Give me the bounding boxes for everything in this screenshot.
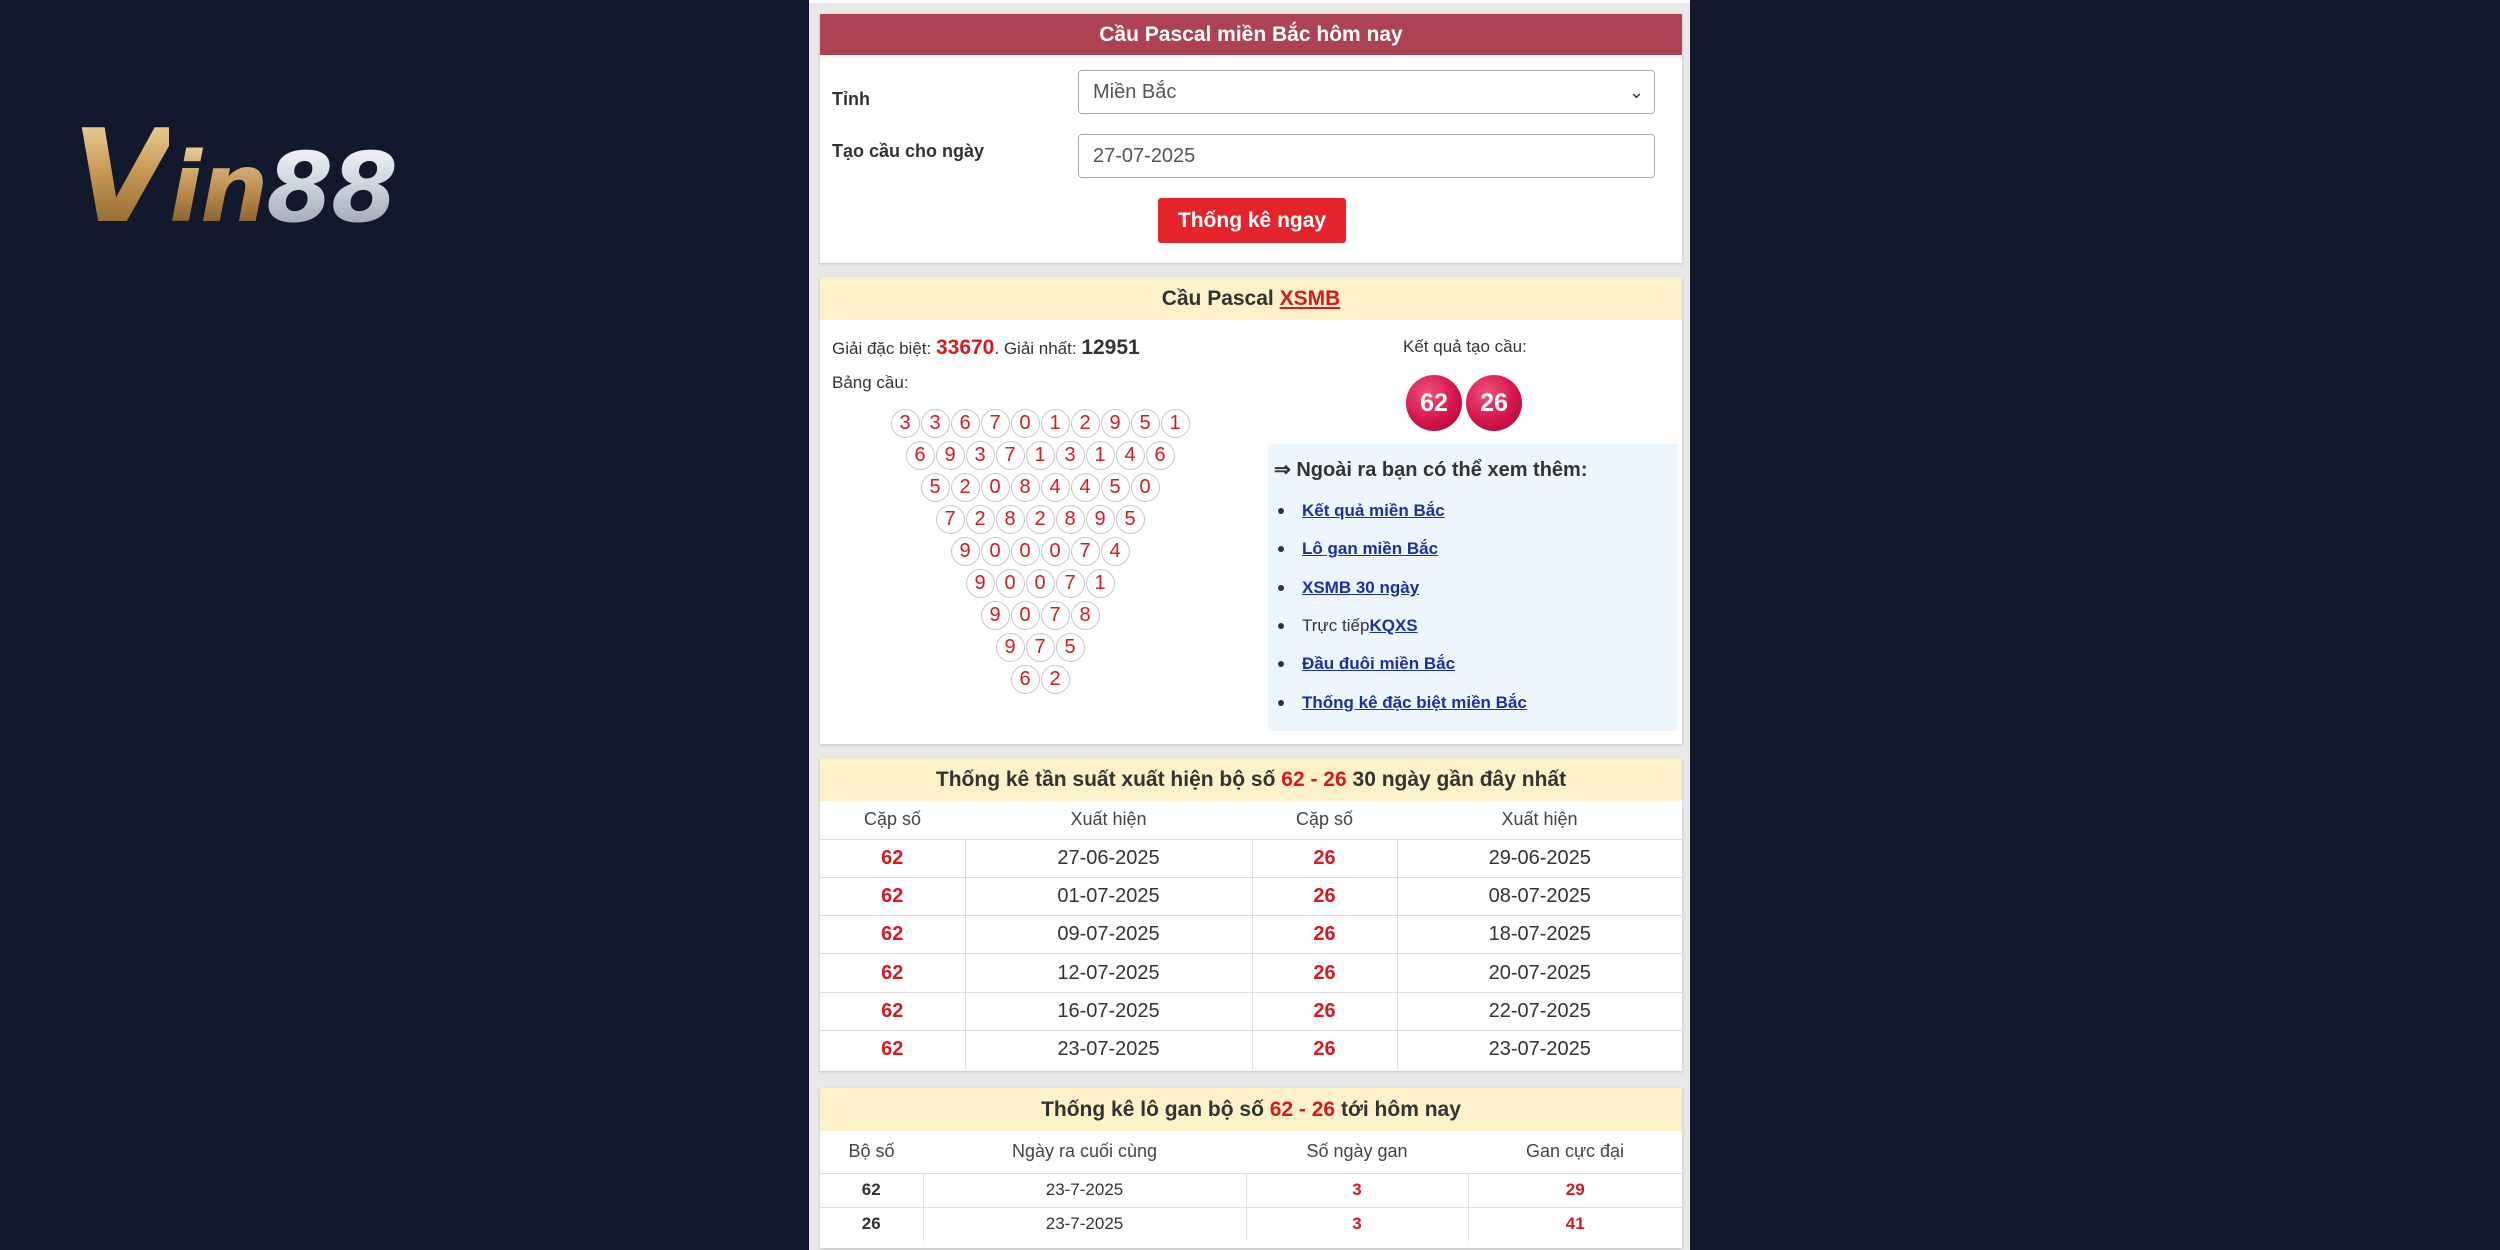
last-date-cell: 23-7-2025 bbox=[923, 1173, 1246, 1207]
pascal-cell: 0 bbox=[996, 569, 1025, 598]
list-item bbox=[1274, 645, 1527, 683]
column-header: Gan cực đại bbox=[1468, 1131, 1682, 1173]
result-balls bbox=[1406, 375, 1522, 431]
date-cell: 08-07-2025 bbox=[1397, 877, 1682, 915]
pascal-cell: 9 bbox=[951, 537, 980, 566]
column-header: Xuất hiện bbox=[1397, 801, 1682, 839]
pair-highlight: 62 - 26 bbox=[1281, 768, 1347, 791]
pair-cell: 26 bbox=[1252, 1030, 1397, 1068]
date-cell: 16-07-2025 bbox=[965, 992, 1252, 1030]
province-select[interactable] bbox=[1078, 70, 1655, 114]
pair-cell: 62 bbox=[820, 992, 965, 1030]
column-header: Ngày ra cuối cùng bbox=[923, 1131, 1246, 1173]
pascal-cell: 1 bbox=[1086, 569, 1115, 598]
pascal-form-card bbox=[820, 14, 1682, 263]
pair-highlight: 62 - 26 bbox=[1269, 1098, 1336, 1121]
special-value: 33670 bbox=[935, 336, 995, 359]
pascal-cell: 7 bbox=[1071, 537, 1100, 566]
pascal-cell: 8 bbox=[996, 505, 1025, 534]
pascal-cell: 3 bbox=[1056, 441, 1085, 470]
link-ket-qua-mien-bac[interactable]: Kết quả miền Bắc bbox=[1302, 501, 1445, 521]
pascal-header-text: Cầu Pascal bbox=[1161, 287, 1274, 310]
province-label: Tỉnh bbox=[832, 89, 870, 109]
pair-cell: 62 bbox=[820, 916, 965, 954]
pascal-row bbox=[820, 409, 1260, 441]
pair-cell: 26 bbox=[1252, 992, 1397, 1030]
link-lo-gan-mien-bac[interactable]: Lô gan miền Bắc bbox=[1302, 539, 1439, 559]
pascal-cell: 5 bbox=[1131, 409, 1160, 438]
pascal-row bbox=[820, 473, 1260, 505]
date-cell: 20-07-2025 bbox=[1397, 954, 1682, 992]
pascal-cell: 6 bbox=[1146, 441, 1175, 470]
lo-gan-table bbox=[820, 1131, 1682, 1241]
chevron-down-icon: ⌄ bbox=[1628, 82, 1644, 102]
max-gan-cell: 29 bbox=[1468, 1173, 1682, 1207]
date-cell: 22-07-2025 bbox=[1397, 992, 1682, 1030]
pascal-cell: 1 bbox=[1161, 409, 1190, 438]
table-row bbox=[820, 1207, 1682, 1241]
column-header: Bộ số bbox=[820, 1131, 923, 1173]
link-dau-duoi-mien-bac[interactable]: Đầu đuôi miền Bắc bbox=[1302, 654, 1456, 674]
table-row bbox=[820, 954, 1682, 992]
pascal-cell: 9 bbox=[966, 569, 995, 598]
pascal-cell: 1 bbox=[1026, 441, 1055, 470]
pascal-cell: 7 bbox=[936, 505, 965, 534]
prize-info bbox=[832, 336, 1140, 360]
pascal-cell: 3 bbox=[921, 409, 950, 438]
pascal-cell: 8 bbox=[1056, 505, 1085, 534]
date-cell: 12-07-2025 bbox=[965, 954, 1252, 992]
pascal-cell: 5 bbox=[1056, 633, 1085, 662]
live-prefix: Trực tiếp bbox=[1302, 616, 1370, 636]
top-border bbox=[809, 0, 1690, 3]
pascal-row bbox=[820, 665, 1260, 697]
table-row bbox=[820, 992, 1682, 1030]
pair-cell: 26 bbox=[820, 1207, 923, 1241]
pascal-table-label: Bảng cầu: bbox=[832, 373, 909, 392]
pascal-cell: 4 bbox=[1116, 441, 1145, 470]
lo-gan-header: Thống kê lô gan bộ số 62 - 26 tới hôm nay bbox=[820, 1088, 1682, 1131]
list-item bbox=[1274, 683, 1527, 721]
column-header: Xuất hiện bbox=[965, 801, 1252, 839]
pascal-cell: 0 bbox=[1011, 409, 1040, 438]
pascal-cell: 2 bbox=[951, 473, 980, 502]
special-label: Giải đặc biệt: bbox=[832, 339, 932, 358]
more-title: ⇒ Ngoài ra bạn có thể xem thêm: bbox=[1274, 459, 1588, 481]
pascal-cell: 0 bbox=[981, 537, 1010, 566]
pair-cell: 26 bbox=[1252, 839, 1397, 877]
date-cell: 29-06-2025 bbox=[1397, 839, 1682, 877]
list-item bbox=[1274, 492, 1527, 530]
pascal-cell: 7 bbox=[1041, 601, 1070, 630]
pair-cell: 26 bbox=[1252, 916, 1397, 954]
pascal-row bbox=[820, 537, 1260, 569]
pascal-cell: 9 bbox=[981, 601, 1010, 630]
pascal-cell: 0 bbox=[1011, 537, 1040, 566]
pascal-cell: 7 bbox=[1026, 633, 1055, 662]
pascal-row bbox=[820, 569, 1260, 601]
lo-gan-card bbox=[820, 1088, 1682, 1248]
pascal-cell: 0 bbox=[1011, 601, 1040, 630]
pascal-card bbox=[820, 277, 1682, 744]
date-cell: 23-07-2025 bbox=[965, 1030, 1252, 1068]
pascal-cell: 0 bbox=[981, 473, 1010, 502]
form-title: Cầu Pascal miền Bắc hôm nay bbox=[820, 14, 1682, 55]
more-links-list bbox=[1274, 492, 1527, 722]
pascal-cell: 1 bbox=[1086, 441, 1115, 470]
pascal-cell: 0 bbox=[1041, 537, 1070, 566]
table-row bbox=[820, 877, 1682, 915]
pascal-cell: 6 bbox=[1011, 665, 1040, 694]
frequency-table bbox=[820, 801, 1682, 1069]
more-links-box bbox=[1268, 444, 1677, 731]
column-header: Cặp số bbox=[1252, 801, 1397, 839]
pascal-cell: 8 bbox=[1011, 473, 1040, 502]
vin88-logo bbox=[72, 103, 452, 252]
result-title: Kết quả tạo cầu: bbox=[1403, 337, 1527, 356]
pascal-cell: 9 bbox=[936, 441, 965, 470]
pascal-cell: 2 bbox=[966, 505, 995, 534]
pascal-cell: 6 bbox=[951, 409, 980, 438]
column-header: Cặp số bbox=[820, 801, 965, 839]
pair-cell: 62 bbox=[820, 839, 965, 877]
pascal-cell: 1 bbox=[1041, 409, 1070, 438]
result-ball: 62 bbox=[1406, 375, 1462, 431]
list-item bbox=[1274, 607, 1527, 645]
pascal-cell: 4 bbox=[1041, 473, 1070, 502]
pascal-cell: 8 bbox=[1071, 601, 1100, 630]
pair-cell: 26 bbox=[1252, 954, 1397, 992]
pascal-cell: 2 bbox=[1071, 409, 1100, 438]
pair-cell: 62 bbox=[820, 954, 965, 992]
pair-cell: 26 bbox=[1252, 877, 1397, 915]
date-input[interactable] bbox=[1078, 134, 1655, 178]
logo-text: Vin88 bbox=[72, 103, 396, 252]
pascal-cell: 5 bbox=[1116, 505, 1145, 534]
pascal-row bbox=[820, 601, 1260, 633]
pascal-cell: 9 bbox=[996, 633, 1025, 662]
pascal-cell: 5 bbox=[921, 473, 950, 502]
pascal-cell: 6 bbox=[906, 441, 935, 470]
last-date-cell: 23-7-2025 bbox=[923, 1207, 1246, 1241]
date-cell: 27-06-2025 bbox=[965, 839, 1252, 877]
date-cell: 23-07-2025 bbox=[1397, 1030, 1682, 1068]
pascal-cell: 9 bbox=[1086, 505, 1115, 534]
table-row bbox=[820, 1030, 1682, 1068]
date-cell: 09-07-2025 bbox=[965, 916, 1252, 954]
list-item bbox=[1274, 530, 1527, 568]
pascal-cell: 2 bbox=[1041, 665, 1070, 694]
submit-button[interactable]: Thống kê ngay bbox=[1158, 198, 1346, 243]
table-row bbox=[820, 839, 1682, 877]
date-value: 27-07-2025 bbox=[1093, 145, 1196, 167]
table-row bbox=[820, 1173, 1682, 1207]
list-item bbox=[1274, 569, 1527, 607]
pascal-cell: 4 bbox=[1101, 537, 1130, 566]
pascal-cell: 7 bbox=[1056, 569, 1085, 598]
pascal-cell: 3 bbox=[891, 409, 920, 438]
frequency-header: Thống kê tần suất xuất hiện bộ số 62 - 26 30 ngày gần đây nhất bbox=[820, 758, 1682, 801]
pascal-cell: 0 bbox=[1131, 473, 1160, 502]
link-xsmb-30-ngay[interactable]: XSMB 30 ngày bbox=[1302, 577, 1420, 597]
gan-days-cell: 3 bbox=[1246, 1173, 1468, 1207]
frequency-card bbox=[820, 758, 1682, 1071]
link-kqxs[interactable]: KQXS bbox=[1369, 616, 1418, 636]
pascal-cell: 5 bbox=[1101, 473, 1130, 502]
pascal-cell: 0 bbox=[1026, 569, 1055, 598]
xsmb-link[interactable]: XSMB bbox=[1279, 287, 1341, 310]
first-value: 12951 bbox=[1081, 336, 1140, 359]
pair-cell: 62 bbox=[820, 1030, 965, 1068]
pascal-header bbox=[820, 277, 1682, 320]
province-value: Miền Bắc bbox=[1093, 81, 1177, 103]
main-content bbox=[809, 0, 1690, 1250]
pair-cell: 62 bbox=[820, 877, 965, 915]
pascal-cell: 4 bbox=[1071, 473, 1100, 502]
pascal-cell: 2 bbox=[1026, 505, 1055, 534]
date-cell: 18-07-2025 bbox=[1397, 916, 1682, 954]
pascal-row bbox=[820, 633, 1260, 665]
pascal-row bbox=[820, 505, 1260, 537]
table-row bbox=[820, 916, 1682, 954]
pascal-cell: 7 bbox=[996, 441, 1025, 470]
result-ball: 26 bbox=[1466, 375, 1522, 431]
first-label: . Giải nhất: bbox=[994, 339, 1077, 358]
pair-cell: 62 bbox=[820, 1173, 923, 1207]
gan-days-cell: 3 bbox=[1246, 1207, 1468, 1241]
max-gan-cell: 41 bbox=[1468, 1207, 1682, 1241]
pascal-row bbox=[820, 441, 1260, 473]
date-label: Tạo cầu cho ngày bbox=[832, 141, 985, 161]
link-thong-ke-dac-biet[interactable]: Thống kê đặc biệt miền Bắc bbox=[1302, 692, 1527, 712]
date-cell: 01-07-2025 bbox=[965, 877, 1252, 915]
pascal-cell: 7 bbox=[981, 409, 1010, 438]
pascal-cell: 3 bbox=[966, 441, 995, 470]
column-header: Số ngày gan bbox=[1246, 1131, 1468, 1173]
pascal-cell: 9 bbox=[1101, 409, 1130, 438]
